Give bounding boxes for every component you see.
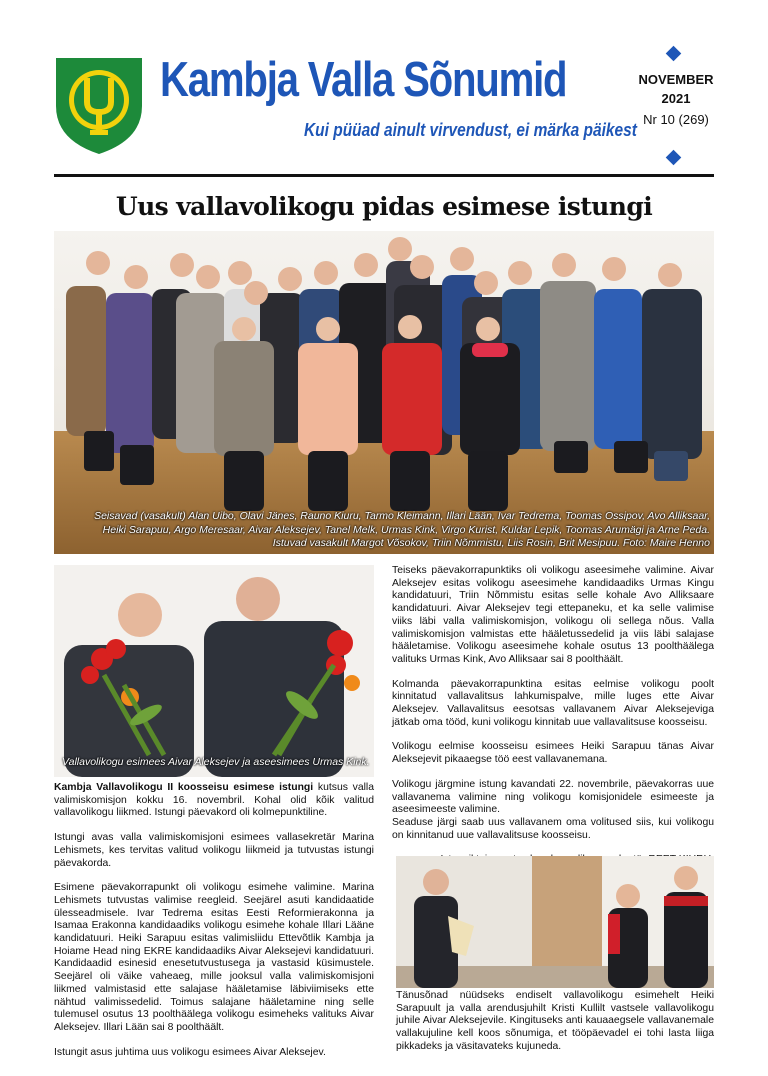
diamond-icon (666, 46, 682, 62)
newspaper-slogan: Kui püüad ainult virvendust, ei märka päikest (304, 120, 637, 140)
group-photo (54, 231, 714, 554)
paragraph: Istungit asus juhtima uus volikogu esimees Aivar Aleksejev. (54, 1046, 326, 1058)
article-column-2 (392, 565, 714, 879)
paragraph: Istungi avas valla valimiskomisjoni esimees vallasekretär Marina Lehismets, kes tervitas valitud volikogu liikmeid ja tutvustas istungi päevakorda. (54, 832, 374, 869)
thanks-photo-caption: Tänusõnad nüüdseks endiselt vallavolikogu esimehelt Heiki Sarapuult ja valla arendusjuhilt Kristi Kullilt vastsele vallavolikogu juhile Aivar Aleksejevile. Kingituseks anti kauaaegsele vallavanemale vallakujuline kell koos sõnumiga, et tööpäevadel ei tohi lasta liiga pikkadeks ja väsitavateks kujuneda. (396, 990, 714, 1052)
paragraph: Seaduse järgi saab uus vallavanem oma volitused siis, kui volikogu on kinnitanud uue vallavalitsuse koosseisu. (392, 816, 714, 841)
coat-of-arms-icon (54, 54, 144, 156)
group-photo-caption: Seisavad (vasakult) Alan Uibo, Olavi Jänes, Rauno Kiuru, Tarmo Kleimann, Illari Lään, Ivar Tedrema, Toomas Ossipov, Avo Alliksaar, Heiki Sarapuu, Argo Meresaar, Aivar Aleksejev, Tanel Melk, Urmas Kink, Virgo Kurist, Kuldar Lepik, Toomas Arumägi ja Arne Peda. Istuvad vasakult Margot Võsokov, Triin Nõmmistu, Liis Rosin, Brit Mesipuu. Foto: Maire Henno (94, 510, 710, 549)
chairmen-photo-caption: Vallavolikogu esimees Aivar Aleksejev ja aseesimees Urmas Kink. (62, 756, 370, 768)
paragraph: Volikogu järgmine istung kavandati 22. novembrile, päevakorras uue vallavanema valimine ning volikogu komisjonidele esimeeste ja aseesimeeste valimine. (392, 778, 714, 816)
issue-year: 2021 (661, 91, 691, 106)
diamond-icon (666, 150, 682, 166)
thanks-photo (396, 856, 714, 988)
masthead (54, 44, 714, 164)
paragraph: Volikogu eelmise koosseisu esimees Heiki Sarapuu tänas Aivar Aleksejevit pikaaegse töö eest vallavanemana. (392, 741, 714, 766)
issue-number: Nr 10 (269) (643, 112, 709, 127)
chairmen-photo-image (54, 565, 374, 777)
article-headline: Uus vallavolikogu pidas esimese istungi (115, 192, 653, 221)
header-divider (54, 174, 714, 177)
chairmen-photo (54, 565, 374, 777)
thanks-photo-image (396, 856, 714, 988)
paragraph: Teiseks päevakorrapunktiks oli volikogu aseesimehe valimine. Aivar Aleksejev esitas volikogu aseesimehe kandidaadiks Urmas Kingu kandidatuuri, Triin Nõmmistu esitas selle kohale Avo Alliksaare kandidatuuri. Aivar Aleksejev tegi ettepaneku, et ka selle valimise viiks läbi valla valimiskomisjon, volikogu oli sellega nõus. Valla valimiskomisjon valmistas ette hääletussedelid ja viis läbi salajase hääletamise. Volikogu aseesimehe kohale osutus 13 poolthäälega valituks Urmas Kink, Avo Alliksaar sai 8 poolthäält. (392, 565, 714, 665)
lead-bold: Kambja Vallavolikogu II koosseisu esimese istungi (54, 782, 314, 793)
paragraph: Esimene päevakorrapunkt oli volikogu esimehe valimine. Marina Lehismets tutvustas valimise reegleid. Seejärel asuti kandidaatide ülesseadmisele. Ivar Tedrema esitas Eesti Reformierakonna ja Isamaa Erakonna kandidaadiks volikogu esimehe kohale Illari Lääne kandidatuuri. Heiki Sarapuu esitas valimisliidu Ettevõtlik Kambja ja Hoiame Head ning EKRE kandidaadiks Aivar Aleksejevi kandidatuuri. Kandidaadid esinesid enesetutvustusega ja vastasid küsimustele. Seejärel oli väike vaheaeg, mille jooksul valla valimiskomisjoni liikmed valmistasid ette salajase hääletamise läbiviimiseks ette nähtud valimissedelid. Toimus salajane hääletamine ning selle tulemusel osutus 13 poolthäälega volikogu esimeheks valituks Aivar Aleksejev. Illari Lään sai 8 poolthäält. (54, 882, 374, 1033)
group-photo-image (54, 231, 714, 554)
article-column-1 (54, 782, 374, 1071)
newspaper-title: Kambja Valla Sõnumid (160, 53, 567, 107)
paragraph: Kolmanda päevakorrapunktina esitas eelmise volikogu poolt kinnitatud vallavalitsus lahkumispalve, mille luges ette Aivar Aleksejev. Vallavalitsus eesotsas vallavanem Aivar Aleksejeviga jätkab oma tööd, kuni volikogu kinnitab uue vallavalitsuse koosseisu. (392, 678, 714, 728)
issue-info (630, 44, 722, 164)
issue-month: NOVEMBER (638, 72, 714, 87)
lead-text: kutsus valla valimiskomisjon kokku 16. novembril. Kohal olid kõik valitud vallavolikogu liikmed. Istungi päevakord oli kolmepunktiline. (54, 782, 374, 819)
paragraph (54, 782, 374, 820)
